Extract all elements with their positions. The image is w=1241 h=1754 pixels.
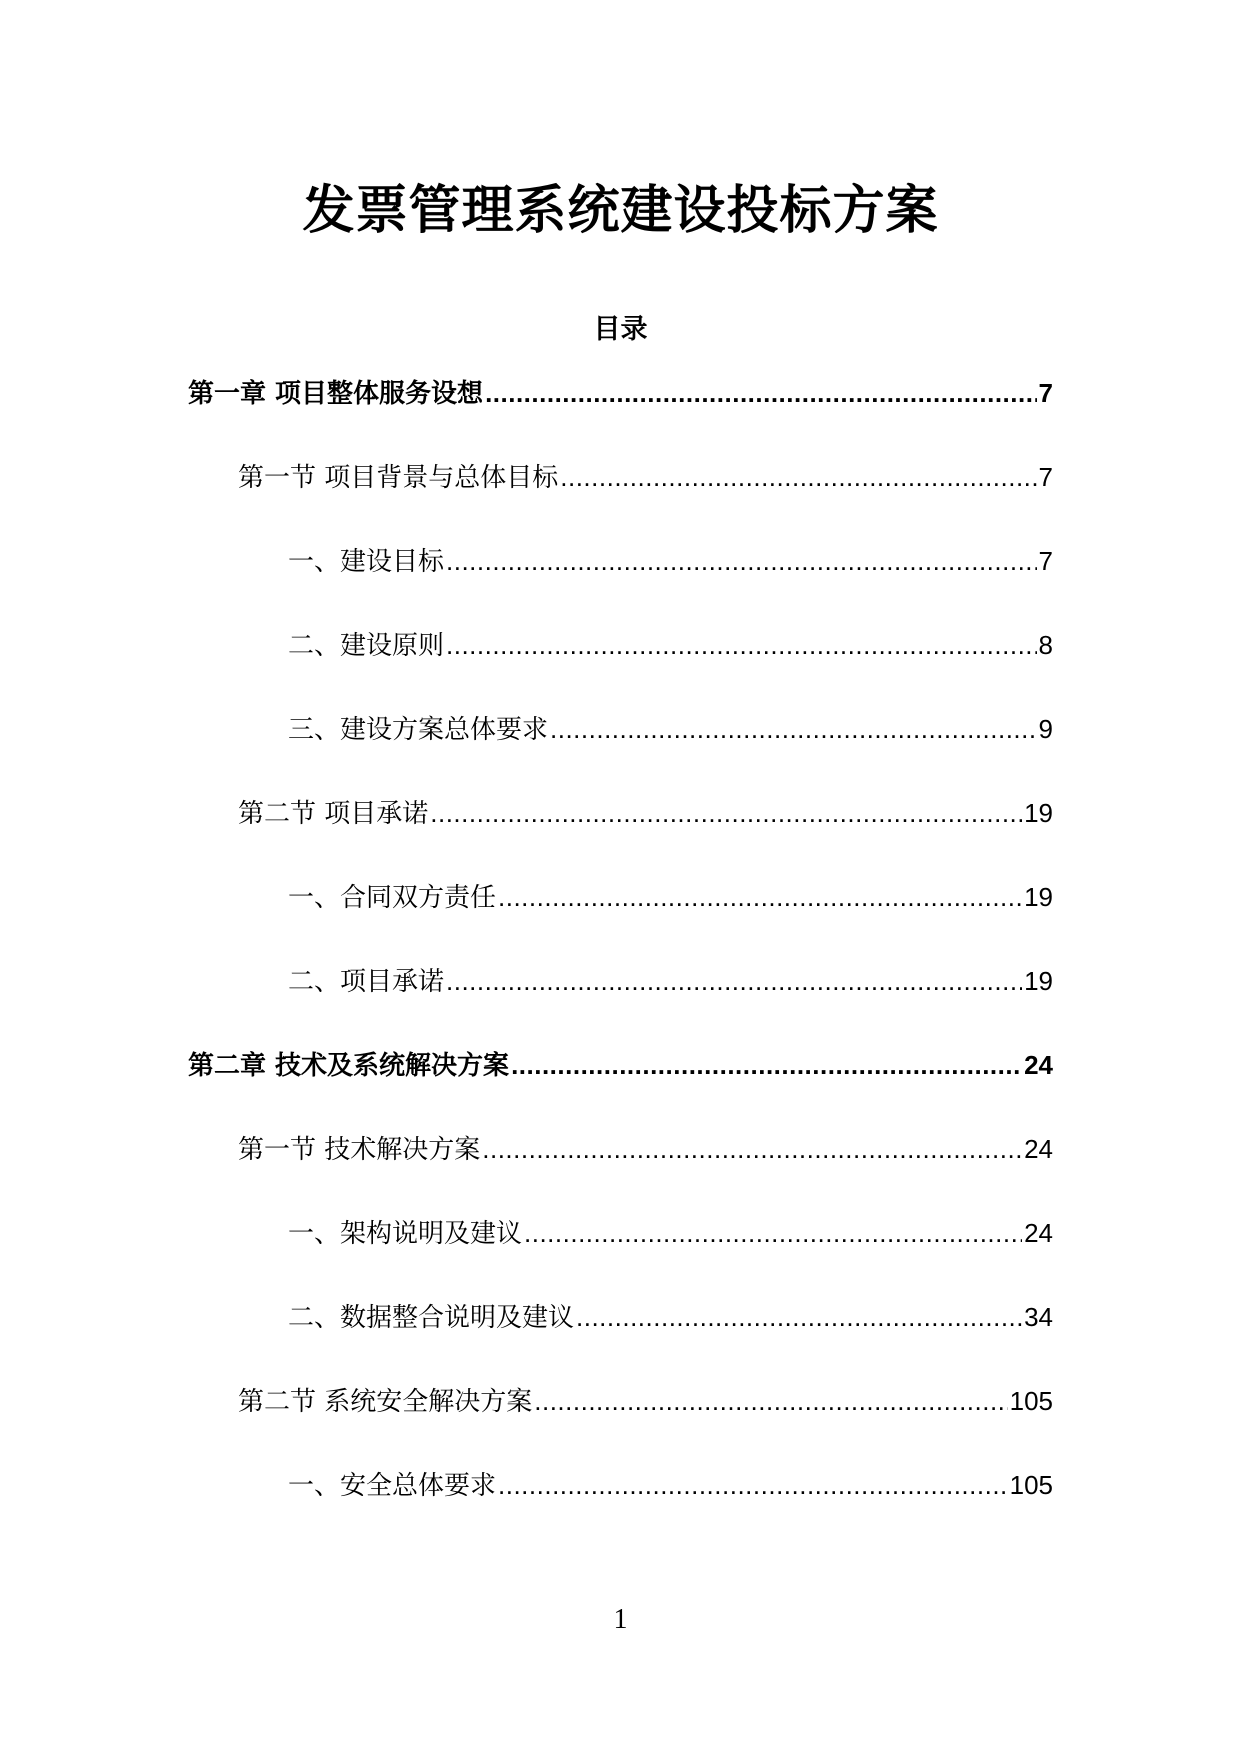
toc-entry[interactable] xyxy=(288,1297,1053,1337)
toc-leader-dots xyxy=(482,1129,1022,1169)
toc-leader-dots xyxy=(576,1297,1022,1337)
toc-entry[interactable] xyxy=(288,541,1053,581)
toc-entry[interactable] xyxy=(238,793,1053,833)
toc-entry-text: 二、建设原则 xyxy=(288,631,445,661)
toc-leader-dots xyxy=(485,373,1036,413)
toc-entry-page: 7 xyxy=(1038,462,1053,492)
toc-entry-text: 一、合同双方责任 xyxy=(288,883,497,913)
toc-entry-text: 二、数据整合说明及建议 xyxy=(288,1303,575,1333)
toc-heading: 目录 xyxy=(593,314,648,345)
toc-entry-page: 105 xyxy=(1009,1470,1053,1500)
toc-entry-page: 7 xyxy=(1038,378,1053,408)
toc-entry[interactable] xyxy=(188,1045,1053,1085)
toc-entry-text: 第二节 系统安全解决方案 xyxy=(238,1387,533,1417)
toc-entry[interactable] xyxy=(288,625,1053,665)
toc-entry-text: 第一章 项目整体服务设想 xyxy=(188,379,484,409)
toc-entry-page: 9 xyxy=(1038,714,1053,744)
toc-leader-dots xyxy=(498,877,1022,917)
toc-leader-dots xyxy=(534,1381,1007,1421)
toc-entry-page: 24 xyxy=(1024,1134,1053,1164)
toc-entry-text: 二、项目承诺 xyxy=(288,967,445,997)
toc-entry[interactable] xyxy=(288,961,1053,1001)
toc-entry-text: 一、安全总体要求 xyxy=(288,1471,497,1501)
toc-entry-page: 19 xyxy=(1024,966,1053,996)
toc-entry-text: 第二节 项目承诺 xyxy=(238,799,429,829)
toc-entry[interactable] xyxy=(288,1213,1053,1253)
toc-entry-page: 34 xyxy=(1024,1302,1053,1332)
toc-leader-dots xyxy=(446,961,1022,1001)
page-number: 1 xyxy=(613,1604,628,1635)
toc-entry-page: 19 xyxy=(1024,882,1053,912)
toc-entry-page: 105 xyxy=(1009,1386,1053,1416)
toc-entry-page: 8 xyxy=(1038,630,1053,660)
toc-entry-text: 第一节 技术解决方案 xyxy=(238,1135,481,1165)
toc-entry[interactable] xyxy=(238,1129,1053,1169)
toc-entry[interactable] xyxy=(288,877,1053,917)
toc-leader-dots xyxy=(511,1045,1022,1085)
toc-leader-dots xyxy=(560,457,1036,497)
toc-leader-dots xyxy=(446,541,1037,581)
toc-entry-text: 一、架构说明及建议 xyxy=(288,1219,523,1249)
toc-leader-dots xyxy=(524,1213,1022,1253)
toc-entry[interactable] xyxy=(188,373,1053,413)
toc-entry-page: 24 xyxy=(1024,1050,1053,1080)
toc-entry-page: 19 xyxy=(1024,798,1053,828)
toc-entry[interactable] xyxy=(288,709,1053,749)
toc-entry[interactable] xyxy=(288,1465,1053,1505)
toc-entry-page: 7 xyxy=(1038,546,1053,576)
toc-entry-text: 三、建设方案总体要求 xyxy=(288,715,549,745)
toc-entry[interactable] xyxy=(238,1381,1053,1421)
toc-leader-dots xyxy=(550,709,1037,749)
toc-leader-dots xyxy=(446,625,1037,665)
toc-entry-text: 第二章 技术及系统解决方案 xyxy=(188,1051,510,1081)
toc-entry[interactable] xyxy=(238,457,1053,497)
document-title: 发票管理系统建设投标方案 xyxy=(302,181,939,241)
toc-entry-text: 一、建设目标 xyxy=(288,547,445,577)
toc-entry-page: 24 xyxy=(1024,1218,1053,1248)
toc-leader-dots xyxy=(430,793,1022,833)
toc-entry-text: 第一节 项目背景与总体目标 xyxy=(238,463,559,493)
toc-leader-dots xyxy=(498,1465,1008,1505)
